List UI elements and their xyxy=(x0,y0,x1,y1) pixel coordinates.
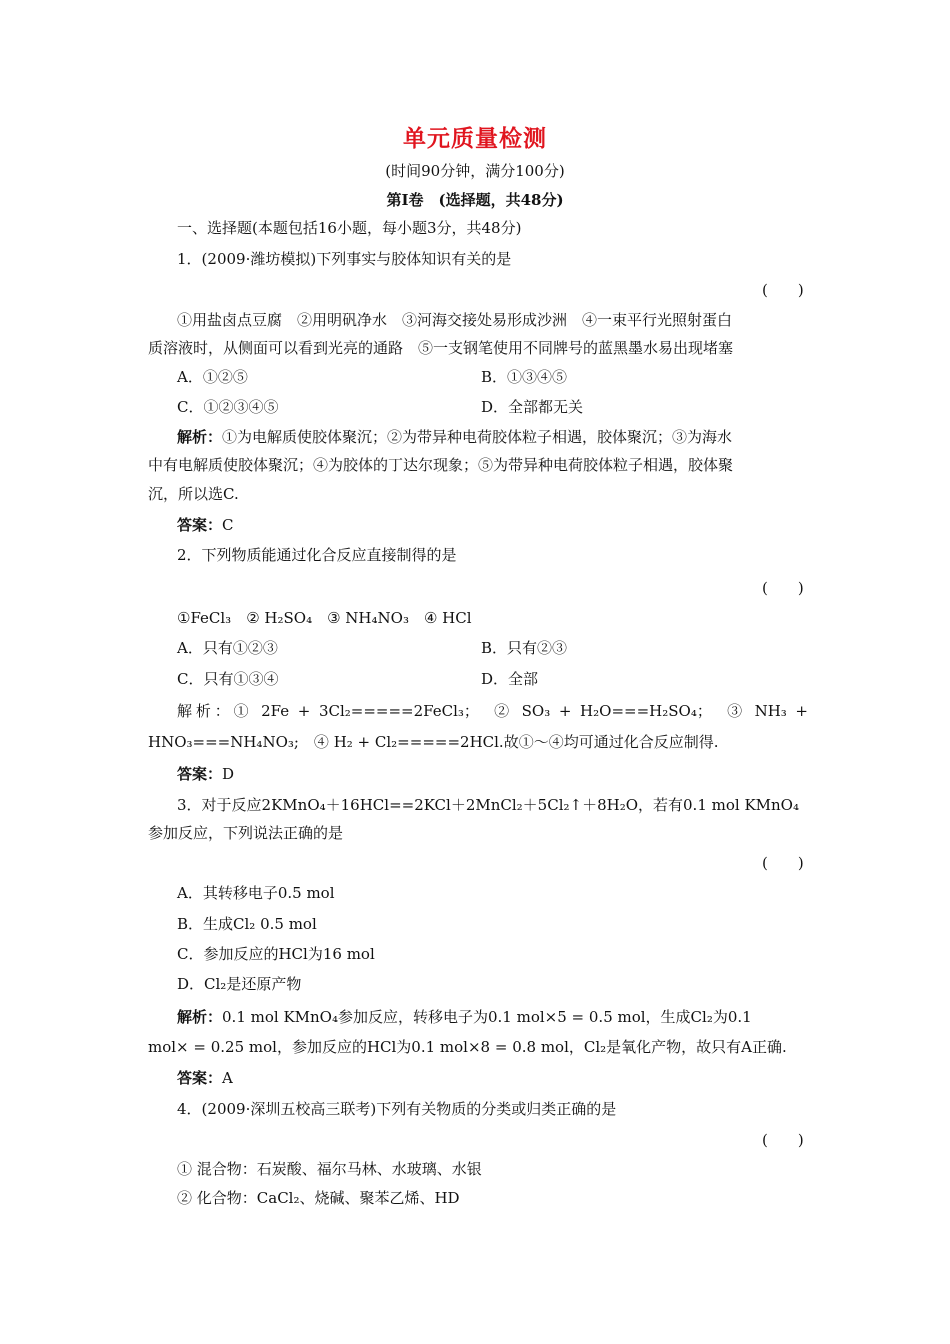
analysis-label: 解析： xyxy=(177,428,223,446)
q1-answer-blank: ( ) xyxy=(762,281,804,299)
q3-stem-line2: 参加反应，下列说法正确的是 xyxy=(148,824,344,842)
q3-answer-blank: ( ) xyxy=(762,854,804,872)
q4-stem: 4．(2009·深圳五校高三联考)下列有关物质的分类或归类正确的是 xyxy=(177,1100,617,1118)
q2-items: ①FeCl₃ ② H₂SO₄ ③ NH₄NO₃ ④ HCl xyxy=(177,609,472,627)
q3-stem-line1: 3．对于反应2KMnO₄＋16HCl==2KCl＋2MnCl₂＋5Cl₂↑＋8H₂O，若有0.1 mol KMnO₄ xyxy=(177,796,799,814)
q2-answer-blank: ( ) xyxy=(762,579,804,597)
q2-option-d: D．全部 xyxy=(481,670,539,688)
q3-option-d: D．Cl₂是还原产物 xyxy=(177,975,302,993)
q1-option-d: D．全部都无关 xyxy=(481,398,584,416)
q3-option-b: B．生成Cl₂ 0.5 mol xyxy=(177,915,317,933)
answer-label: 答案： xyxy=(177,1069,223,1087)
q2-option-b: B．只有②③ xyxy=(481,639,568,657)
q1-items-line1: ①用盐卤点豆腐 ②用明矾净水 ③河海交接处易形成沙洲 ④一束平行光照射蛋白 xyxy=(177,311,733,329)
q2-option-a: A．只有①②③ xyxy=(177,639,278,657)
q1-option-a: A．①②⑤ xyxy=(177,368,248,386)
q3-option-c: C．参加反应的HCl为16 mol xyxy=(177,945,375,963)
q1-analysis-line1: 解析：①为电解质使胶体聚沉；②为带异种电荷胶体粒子相遇，胶体聚沉；③为海水 xyxy=(177,428,733,446)
part-title: 第Ⅰ卷 (选择题，共48分) xyxy=(386,191,564,209)
q4-item1: ① 混合物：石炭酸、福尔马林、水玻璃、水银 xyxy=(177,1160,482,1178)
q1-items-line2: 质溶液时，从侧面可以看到光亮的通路 ⑤一支钢笔使用不同牌号的蓝黑墨水易出现堵塞 xyxy=(148,339,734,357)
q1-option-b: B．①③④⑤ xyxy=(481,368,568,386)
q1-option-c: C．①②③④⑤ xyxy=(177,398,279,416)
answer-label: 答案： xyxy=(177,765,223,783)
q3-option-a: A．其转移电子0.5 mol xyxy=(177,884,335,902)
q1-analysis-line2: 中有电解质使胶体聚沉；④为胶体的丁达尔现象；⑤为带异种电荷胶体粒子相遇，胶体聚 xyxy=(148,456,734,474)
section-intro: 一、选择题(本题包括16小题，每小题3分，共48分) xyxy=(177,219,522,237)
q2-option-c: C．只有①③④ xyxy=(177,670,279,688)
q2-answer: 答案：D xyxy=(177,765,235,783)
q1-answer: 答案：C xyxy=(177,516,234,534)
page-title: 单元质量检测 xyxy=(403,125,547,152)
q1-stem: 1．(2009·潍坊模拟)下列事实与胶体知识有关的是 xyxy=(177,250,512,268)
q2-analysis-line2: HNO₃===NH₄NO₃; ④ H₂ + Cl₂=====2HCl.故①～④均可通过化合反应制得. xyxy=(148,733,719,751)
analysis-label: 解析： xyxy=(177,1008,223,1026)
q4-item2: ② 化合物：CaCl₂、烧碱、聚苯乙烯、HD xyxy=(177,1189,460,1207)
q3-analysis-line1: 解析：0.1 mol KMnO₄参加反应，转移电子为0.1 mol×5 = 0.5 mol，生成Cl₂为0.1 xyxy=(177,1008,752,1026)
q2-stem: 2．下列物质能通过化合反应直接制得的是 xyxy=(177,546,457,564)
q3-analysis-line2: mol× = 0.25 mol，参加反应的HCl为0.1 mol×8 = 0.8 mol，Cl₂是氧化产物，故只有A正确. xyxy=(148,1038,787,1056)
q1-analysis-line3: 沉，所以选C. xyxy=(148,485,239,503)
q4-answer-blank: ( ) xyxy=(762,1131,804,1149)
answer-label: 答案： xyxy=(177,516,223,534)
q2-analysis-line1: 解析：① 2Fe + 3Cl₂=====2FeCl₃； ② SO₃ + H₂O===H₂SO₄； ③ NH₃ + xyxy=(177,702,808,720)
exam-subtitle: (时间90分钟，满分100分) xyxy=(385,162,565,180)
q3-answer: 答案：A xyxy=(177,1069,233,1087)
